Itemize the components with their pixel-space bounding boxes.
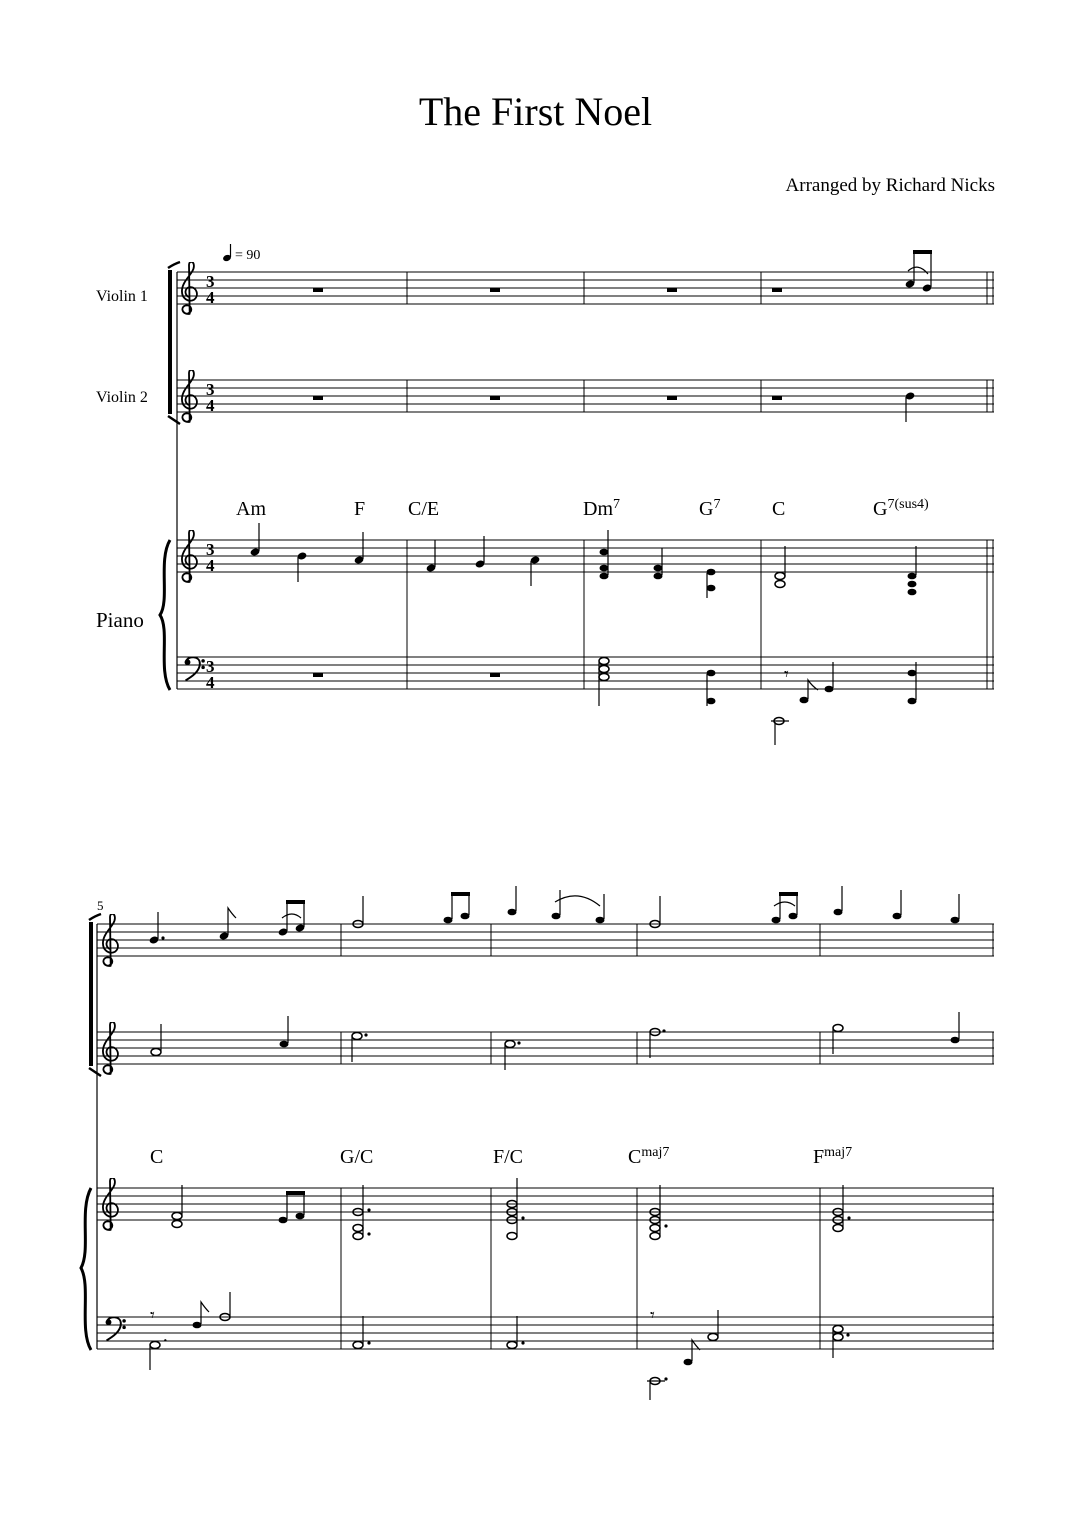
svg-text:3: 3 — [206, 380, 215, 399]
svg-text:3: 3 — [206, 272, 215, 291]
chord-symbol: G/C — [340, 1146, 374, 1168]
barlines-s2 — [341, 924, 993, 1349]
svg-text:= 90: = 90 — [235, 248, 261, 263]
notes-piano-bass-s2 — [150, 1292, 850, 1400]
bass-clef-icon — [185, 657, 205, 680]
svg-text:𝄾: 𝄾 — [650, 1305, 655, 1325]
instrument-label-violin-2: Violin 2 — [96, 389, 148, 406]
notes-violin1-m4 — [905, 250, 933, 293]
staff-violin-2-s2 — [97, 1032, 994, 1064]
piano-brace — [160, 540, 170, 690]
staff-piano-treble-s2 — [97, 1188, 994, 1220]
chord-symbol: $G^{7(sus4)}$ — [873, 497, 929, 520]
svg-text:𝄾: 𝄾 — [150, 1305, 155, 1325]
barlines-s1 — [407, 272, 993, 689]
notes-piano-treble-s1 — [250, 523, 917, 598]
notes-violin2-m4 — [905, 391, 916, 422]
staff-piano-bass-s2 — [97, 1317, 994, 1349]
chord-symbol: C — [772, 498, 786, 520]
piano-brace — [81, 1188, 91, 1350]
svg-text:𝄾: 𝄾 — [784, 664, 789, 684]
svg-text:·: · — [162, 1330, 169, 1352]
system-1 — [96, 244, 994, 745]
svg-text:4: 4 — [206, 556, 215, 575]
chord-symbol: $G^7$ — [699, 497, 721, 520]
bass-clef-icon — [106, 1317, 126, 1340]
tempo-marking — [222, 244, 260, 263]
staff-violin-1 — [177, 272, 994, 304]
svg-text:4: 4 — [206, 396, 215, 415]
staff-violin-1-s2 — [97, 924, 994, 956]
time-signature — [206, 272, 215, 692]
chord-symbols-system-1 — [236, 497, 929, 520]
chord-symbols-system-2 — [150, 1145, 852, 1168]
notes-violin2-s2 — [151, 1012, 960, 1070]
chord-symbol: Am — [236, 498, 266, 520]
chord-symbol: C/E — [408, 498, 440, 520]
rests — [313, 288, 782, 677]
staff-violin-2 — [177, 380, 994, 412]
system-2 — [81, 886, 994, 1400]
chord-symbol: $F^{maj7}$ — [813, 1145, 853, 1168]
svg-text:4: 4 — [206, 288, 215, 307]
score-title: The First Noel — [418, 89, 653, 134]
staff-piano-bass — [177, 657, 994, 689]
notes-piano-treble-s2 — [172, 1178, 851, 1240]
chord-symbol: Dm$^7$ — [583, 497, 620, 520]
instrument-label-violin-1: Violin 1 — [96, 288, 148, 305]
svg-text:3: 3 — [206, 657, 215, 676]
measure-number: 5 — [97, 898, 104, 913]
svg-text:3: 3 — [206, 540, 215, 559]
arranger-credit: Arranged by Richard Nicks — [785, 175, 995, 196]
notes-piano-bass-s1 — [599, 658, 917, 746]
svg-text:4: 4 — [206, 673, 215, 692]
notes-violin1-s2 — [149, 886, 960, 945]
chord-symbol: $C^{maj7}$ — [628, 1145, 670, 1168]
chord-symbol: F/C — [493, 1146, 524, 1168]
chord-symbol: C — [150, 1146, 164, 1168]
instrument-label-piano: Piano — [96, 608, 144, 632]
chord-symbol: F — [354, 498, 366, 520]
